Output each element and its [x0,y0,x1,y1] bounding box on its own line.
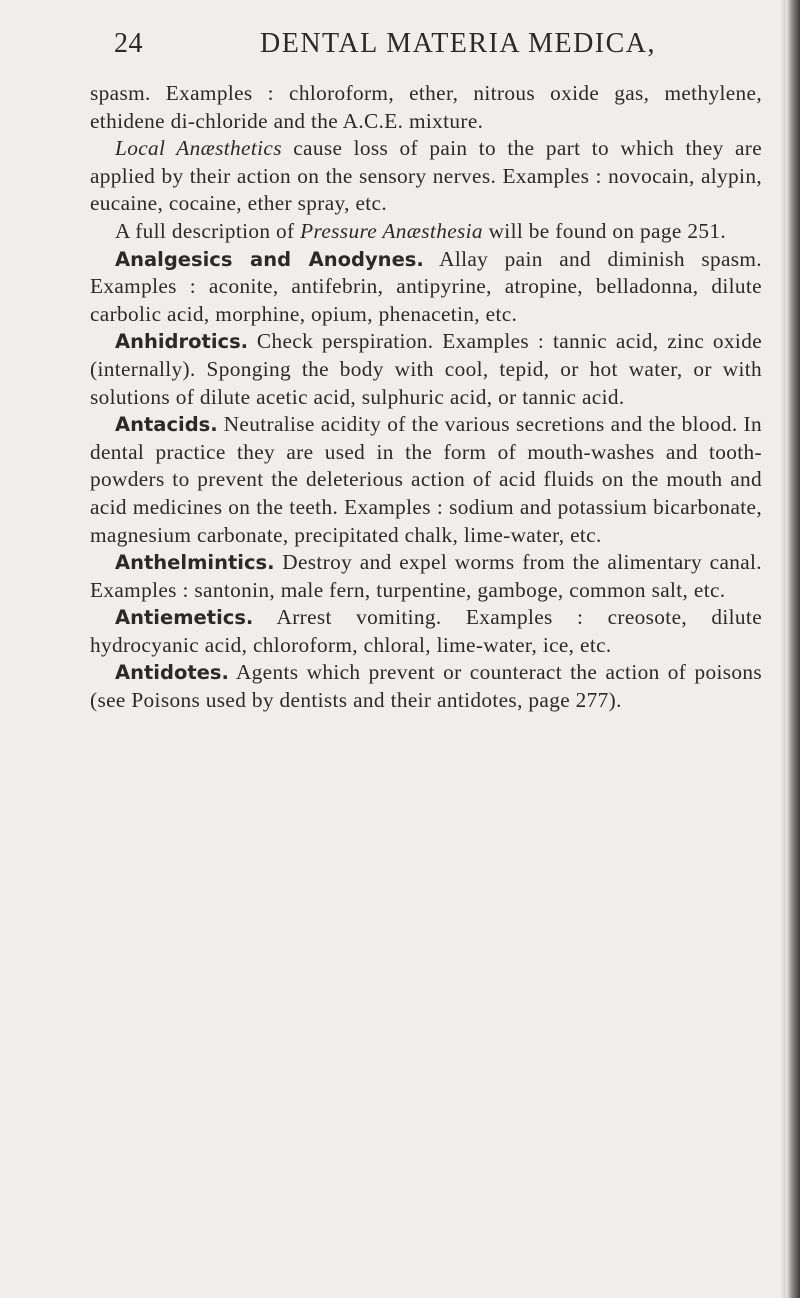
term-anthelmintics: Anthelmintics. [115,551,275,575]
paragraph-antiemetics [90,604,762,659]
paragraph-anhidrotics [90,328,762,411]
paragraph-text: Allay pain and diminish spasm. Examples : aconite, antifebrin, antipyrine, atropine, belladonna, dilute carbolic acid, morphine, opium, phenacetin, etc. [90,246,762,326]
page-number: 24 [114,28,143,59]
paragraph-lead: A full description of [115,218,301,243]
paragraph-text: Check perspiration. Examples : tannic acid, zinc oxide (internally). Sponging the body with cool, tepid, or hot water, or with solutions of dilute acetic acid, sulphuric acid, or tannic acid. [90,329,762,409]
paragraph-antacids [90,411,762,549]
term-antacids: Antacids. [115,413,218,437]
paragraph-analgesics [90,246,762,329]
term-antiemetics: Antiemetics. [115,606,254,630]
paragraph-text: Destroy and expel worms from the alimentary canal. Examples : santonin, male fern, turpentine, gamboge, common salt, etc. [90,550,762,602]
paragraph-anthelmintics [90,549,762,604]
body-text [90,80,762,715]
term-antidotes: Antidotes. [115,661,229,685]
term-pressure-anaesthesia: Pressure Anæsthesia [300,218,483,243]
paragraph-text: Arrest vomiting. Examples : creosote, dilute hydrocyanic acid, chloroform, chloral, lime-water, ice, etc. [90,605,762,657]
paragraph-text: Neutralise acidity of the various secretions and the blood. In dental practice they are used in the form of mouth-washes and tooth-powders to prevent the deleterious action of acid fluids on the mouth and acid medicines on the teeth. Examples : sodium and potassium bicarbonate, magnesium carbonate, precipitated chalk, lime-water, etc. [90,412,762,547]
page-header [100,24,760,68]
paragraph-pressure-anaesthesia [90,218,762,246]
term-analgesics: Analgesics and Anodynes. [115,247,424,271]
term-local-anaesthetics: Local Anæsthetics [115,136,282,161]
running-title: DENTAL MATERIA MEDICA, [260,28,657,59]
paragraph-antidotes [90,659,762,714]
paragraph-local-anaesthetics [90,135,762,218]
paragraph-text: cause loss of pain to the part to which they are applied by their action on the sensory nerves. Examples : novocain, alypin, eucaine, cocaine, ether spray, etc. [90,136,762,216]
paragraph-text: spasm. Examples : chloroform, ether, nitrous oxide gas, methylene, ethidene di-chloride and the A.C.E. mixture. [90,81,762,133]
term-anhidrotics: Anhidrotics. [115,330,249,354]
paragraph-text: will be found on page 251. [482,218,726,243]
paragraph-text: Agents which prevent or counteract the action of poisons (see Poisons used by dentists and their antidotes, page 277). [90,660,762,713]
paragraph-1 [90,80,762,135]
page-edge-shadow [786,0,800,1298]
